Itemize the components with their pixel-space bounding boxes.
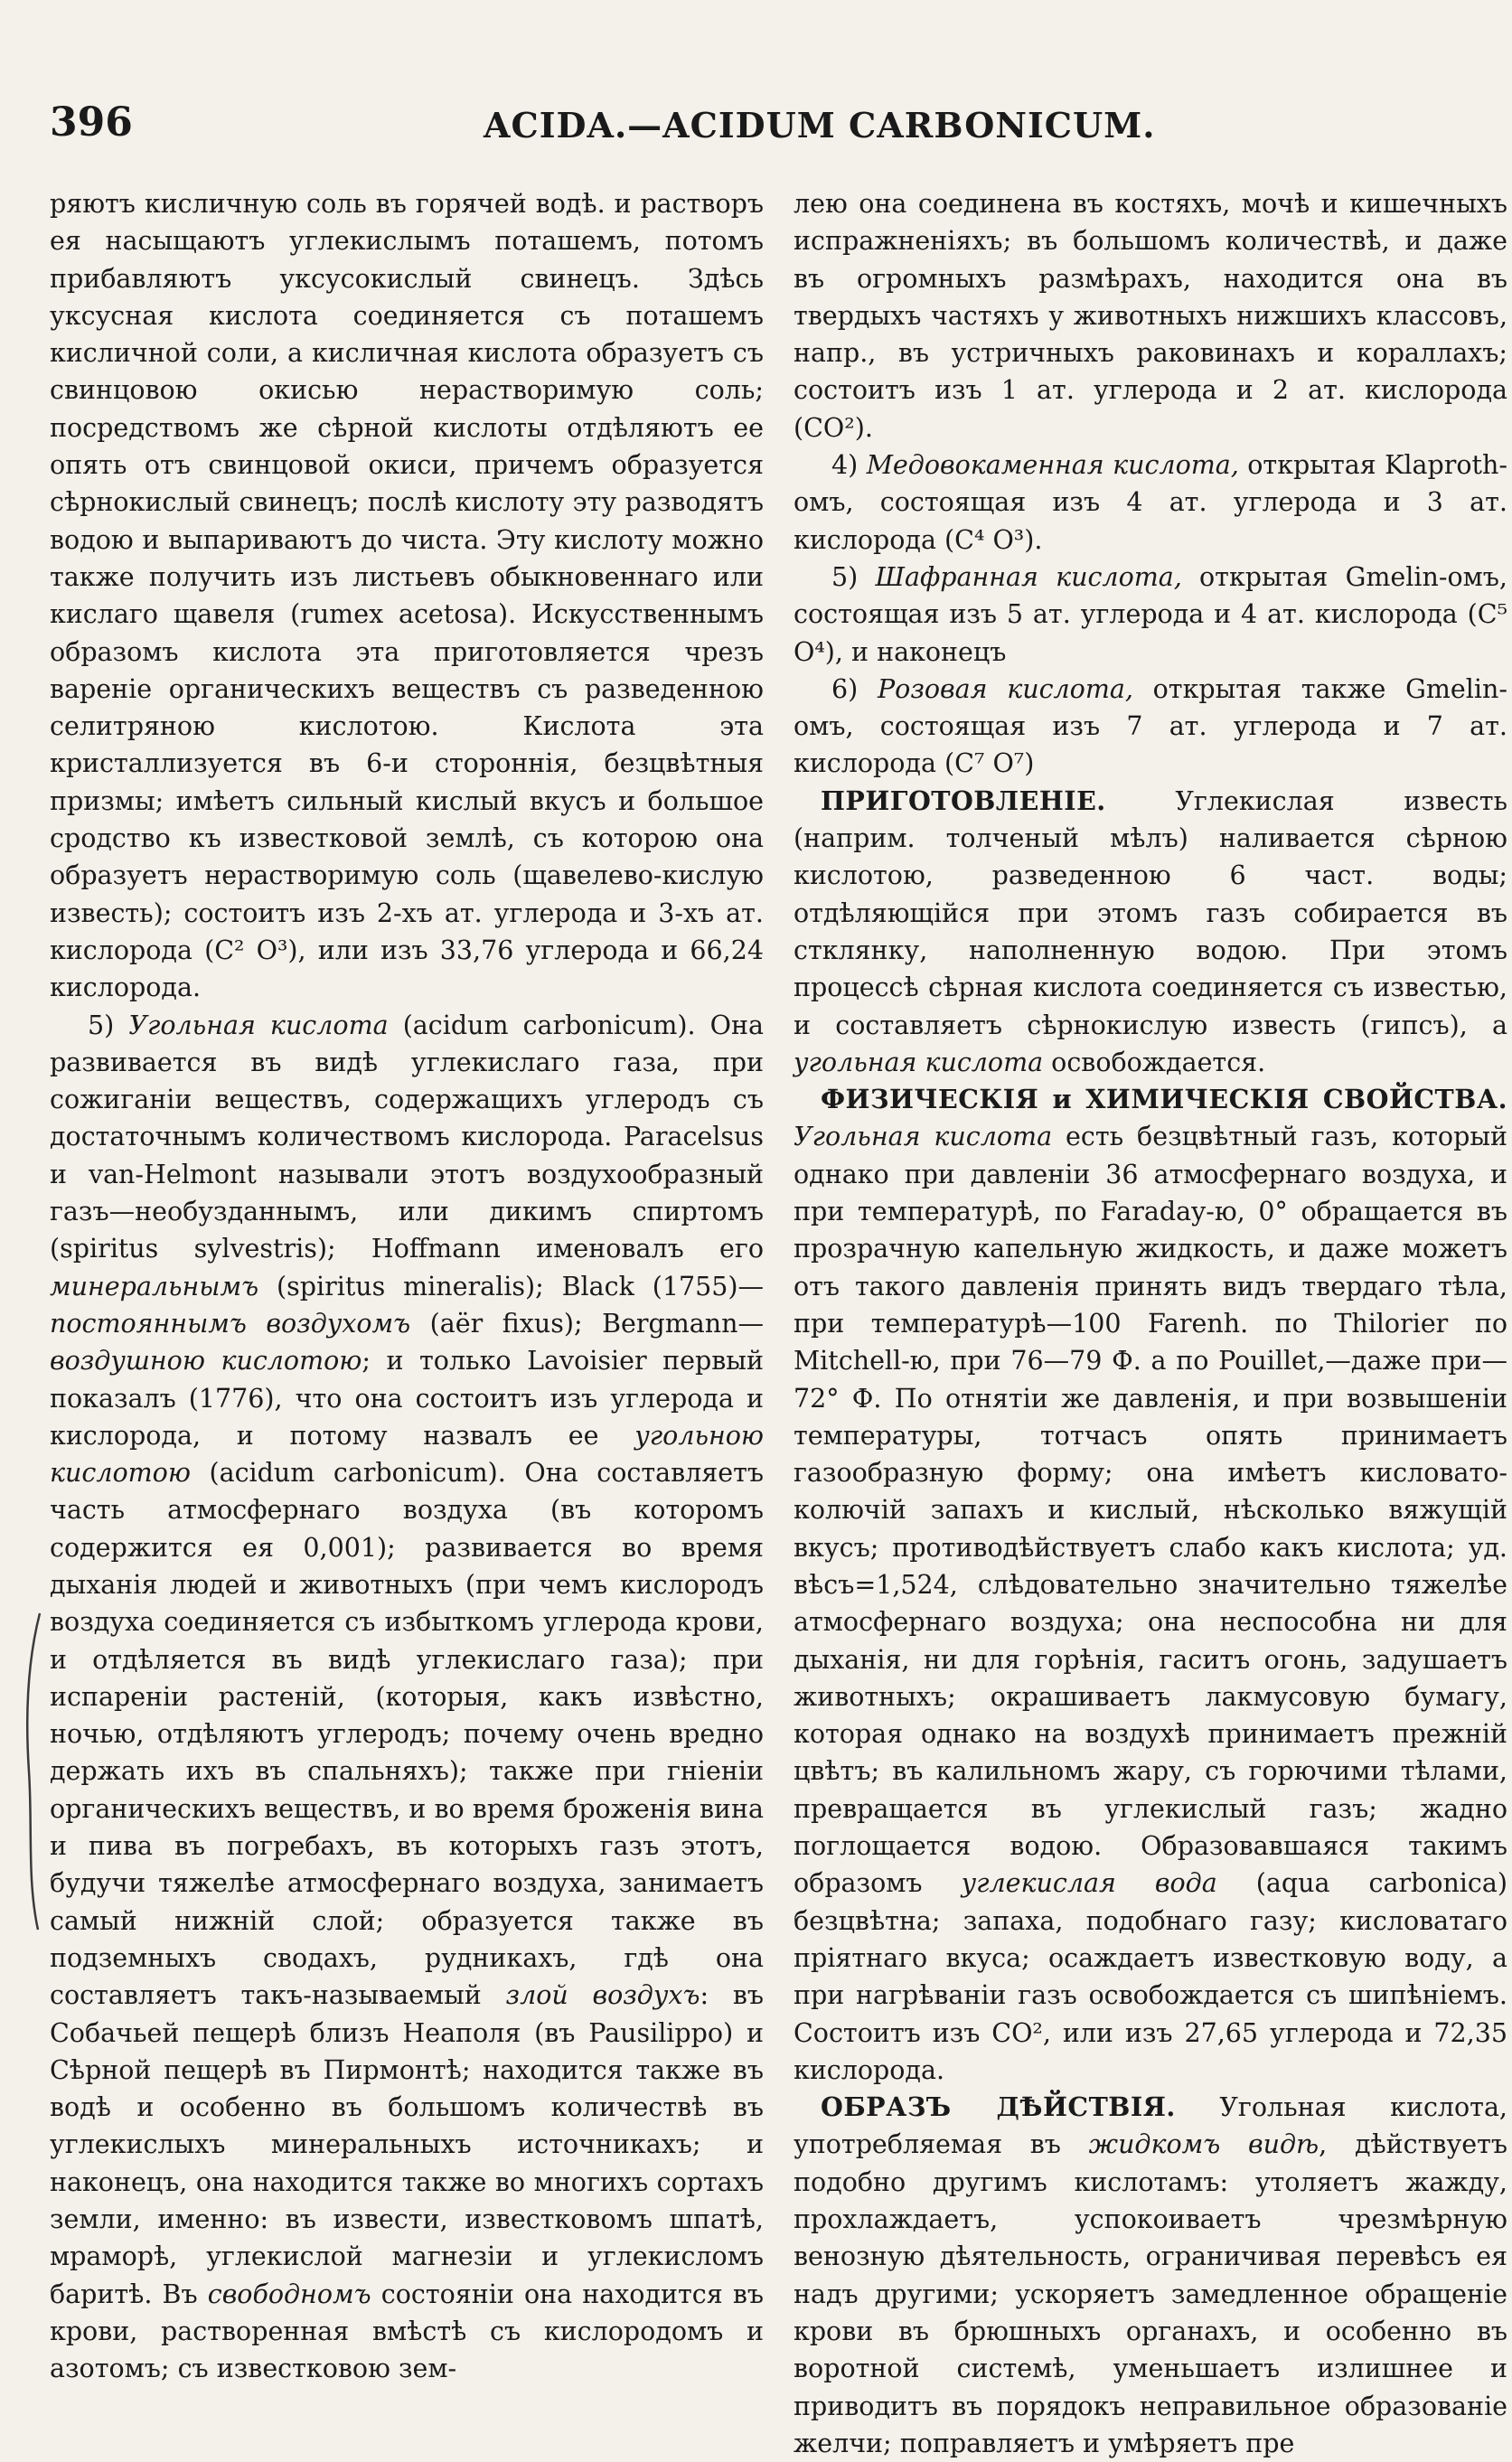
page-number: 396: [50, 99, 133, 146]
term-croconic-acid: Шафранная кислота,: [875, 561, 1182, 592]
term-carbonic-acid: угольная кислота: [794, 1047, 1044, 1077]
item-number: 5): [831, 561, 859, 592]
term-carbonic: угольною кислотою: [50, 1420, 764, 1489]
item-number: 4): [831, 450, 859, 481]
text-run: (aër fixus); Bergmann—: [410, 1308, 764, 1339]
term-liquid-form: жидкомъ видѣ: [1088, 2129, 1319, 2160]
margin-pencil-mark: [20, 1609, 47, 1934]
list-item-4: [794, 446, 1507, 559]
text-run: Углекислая известь (наприм. толченый мѣлъ) наливается сѣрною кислотою, разведенною 6 част. воды; отдѣляющійся при этомъ газъ собирается въ стклянку, наполненную водою. При этомъ процессѣ сѣрная кислота соединяется съ известью, и составляетъ сѣрнокислую известь (гипсъ), а: [794, 785, 1507, 1040]
item-number: 5): [88, 1010, 115, 1040]
term-air-acid: воздушною кислотою: [50, 1346, 362, 1377]
page-header: [50, 99, 1496, 163]
left-column: [50, 185, 764, 2388]
term-rhodizonic-acid: Розовая кислота,: [877, 673, 1133, 704]
text-run: (aqua carbonica) безцвѣтна; запаха, подобнаго газу; кисловатаго пріятнаго вкуса; осаждаетъ известковую воду, а при нагрѣваніи газъ освобождается съ шипѣніемъ. Состоитъ изъ CO², или изъ 27,65 углерода и 72,35 кислорода.: [794, 1868, 1507, 2085]
list-item-6: [794, 671, 1507, 783]
term-evil-air: злой воздухъ: [505, 1980, 700, 2011]
text-run: есть безцвѣтный газъ, который однако при давленіи 36 атмосфернаго воздуха, и при температурѣ, по Faraday-ю, 0° обращается въ прозрачную капельную жидкость, и даже можетъ отъ такого давленія принять видъ твердаго тѣла, при температурѣ—100 Farenh. по Thilorier по Mitchell-ю, при 76—79 Ф. а по Pouillet,—даже при—72° Ф. По отнятіи же давленія, и при возвышеніи температуры, тотчасъ опять принимаетъ газообразную форму; она имѣетъ кисловато-колючій запахъ и кислый, нѣсколько вяжущій вкусъ; противодѣйствуетъ слабо какъ кислота; уд. вѣсъ=1,524, слѣдовательно значительно тяжелѣе атмосфернаго воздуха; она неспособна ни для дыханія, ни для горѣнія, гаситъ огонь, задушаетъ животныхъ; окрашиваетъ лакмусовую бумагу, которая однако на воздухѣ принимаетъ прежній цвѣтъ; въ калильномъ жару, съ горючими тѣлами, превращается въ углекислый газъ; жадно поглощается водою. Образовавшаяся такимъ образомъ: [794, 1122, 1507, 1899]
text-run: состояніи она находится въ крови, растворенная вмѣстѣ съ кислородомъ и азотомъ; съ известковою зем-: [50, 2279, 764, 2384]
list-item-5: [794, 559, 1507, 671]
paragraph-carbonic-acid: [50, 1007, 764, 2388]
term-free: свободномъ: [207, 2279, 371, 2309]
text-run: ; и только Lavoisier первый показалъ (1776), что она состоитъ изъ углерода и кислорода, и потому назвалъ ее: [50, 1346, 764, 1451]
text-run: открытая Gmelin-омъ, состоящая изъ 5 ат. углерода и 4 ат. кислорода (C⁵ O⁴), и наконецъ: [794, 561, 1507, 667]
section-heading-properties: ФИЗИЧЕСКІЯ и ХИМИЧЕСКІЯ СВОЙСТВА.: [821, 1084, 1507, 1115]
item-number: 6): [831, 673, 859, 704]
text-run: , дѣйствуетъ подобно другимъ кислотамъ: утоляетъ жажду, прохлаждаетъ, успокоиваетъ чрезмѣрную венозную дѣятельность, ограничивая перевѣсъ ея надъ другими; ускоряетъ замедленное обращеніе крови въ брюшныхъ органахъ, и особенно въ воротной системѣ, уменьшаетъ излишнее и приводитъ въ порядокъ неправильное образованіе желчи; поправляетъ и умѣряетъ пре: [794, 2129, 1507, 2458]
term-carbonic-acid: Угольная кислота: [794, 1122, 1053, 1152]
term-fixed-air: постояннымъ воздухомъ: [50, 1308, 411, 1339]
text-run: (acidum carbonicum). Она составляетъ часть атмосфернаго воздуха (въ которомъ содержится ея 0,001); развивается во время дыханія людей и животныхъ (при чемъ кислородъ воздуха соединяется съ избыткомъ углерода крови, и отдѣляется въ видѣ углекислаго газа); при испареніи растеній, (которыя, какъ извѣстно, ночью, отдѣляютъ углеродъ; почему очень вредно держать ихъ въ спальняхъ); также при гніеніи органическихъ веществъ, и во время броженія вина и пива въ погребахъ, въ которыхъ газъ этотъ, будучи тяжелѣе атмосфернаго воздуха, занимаетъ самый нижній слой; образуется также въ подземныхъ сводахъ, рудникахъ, гдѣ она составляетъ такъ-называемый: [50, 1458, 764, 2011]
text-run: открытая также Gmelin-омъ, состоящая изъ 7 ат. углерода и 7 ат. кислорода (C⁷ O⁷): [794, 673, 1508, 779]
section-heading-preparation: ПРИГОТОВЛЕНІЕ.: [821, 785, 1106, 816]
section-properties: [794, 1081, 1507, 2089]
term-mineral: минеральнымъ: [50, 1271, 259, 1301]
term-carbonated-water: углекислая вода: [961, 1868, 1217, 1899]
section-heading-action: ОБРАЗЪ ДѢЙСТВІЯ.: [821, 2091, 1176, 2123]
text-run: : въ Собачьей пещерѣ близъ Неаполя (въ Pausilippo) и Сѣрной пещерѣ въ Пирмонтѣ; находится также въ водѣ и особенно въ большомъ количествѣ въ углекислыхъ минеральныхъ источникахъ; и наконецъ, она находится также во многихъ сортахъ земли, именно: въ извести, известковомъ шпатѣ, мраморѣ, углекислой магнезіи и углекисломъ баритѣ. Въ: [50, 1980, 765, 2309]
text-run: (acidum carbonicum). Она развивается въ видѣ углекислаго газа, при сожиганіи веществъ, содержащихъ углеродъ съ достаточнымъ количествомъ кислорода. Paracelsus и van-Helmont называли этотъ воздухообразный газъ—необузданнымъ, или дикимъ спиртомъ (spiritus sylvestris); Hoffmann именовалъ его: [50, 1010, 765, 1264]
right-column: [794, 185, 1507, 2462]
paragraph-oxalic-preparation: ряютъ кисличную соль въ горячей водѣ. и растворъ ея насыщаютъ углекислымъ поташемъ, потомъ прибавляютъ уксусокислый свинецъ. Здѣсь уксусная кислота соединяется съ поташемъ кисличной соли, а кисличная кислота образуетъ съ свинцовою окисью нерастворимую соль; посредствомъ же сѣрной кислоты отдѣляютъ ее опять отъ свинцовой окиси, причемъ образуется сѣрнокислый свинецъ; послѣ кислоту эту разводятъ водою и выпариваютъ до чиста. Эту кислоту можно также получить изъ листьевъ обыкновеннаго или кислаго щавеля (rumex acetosa). Искусственнымъ образомъ кислота эта приготовляется чрезъ вареніе органическихъ веществъ съ разведенною селитряною кислотою. Кислота эта кристаллизуется въ 6-и стороннія, безцвѣтныя призмы; имѣетъ сильный кислый вкусъ и большое сродство къ известковой землѣ, съ которою она образуетъ нерастворимую соль (щавелево-кислую известь); состоитъ изъ 2-хъ ат. углерода и 3-хъ ат. кислорода (C² O³), или изъ 33,76 углерода и 66,24 кислорода.: [50, 189, 764, 1003]
paragraph-continuation: лею она соединена въ костяхъ, мочѣ и кишечныхъ испражненіяхъ; въ большомъ количествѣ, и даже въ огромныхъ размѣрахъ, находится она въ твердыхъ частяхъ у животныхъ нижшихъ классовъ, напр., въ устричныхъ раковинахъ и кораллахъ; состоитъ изъ 1 ат. углерода и 2 ат. кислорода (CO²).: [794, 189, 1507, 443]
term-mellitic-acid: Медовокаменная кислота,: [866, 450, 1239, 481]
running-head: ACIDA.—ACIDUM CARBONICUM.: [484, 105, 1156, 146]
text-run: (spiritus mineralis); Black (1755)—: [258, 1271, 764, 1301]
section-preparation: [794, 783, 1507, 1081]
text-run: открытая Klaproth-омъ, состоящая изъ 4 ат. углерода и 3 ат. кислорода (C⁴ O³).: [794, 450, 1507, 555]
term-carbonic-acid: Угольная кислота: [128, 1010, 389, 1040]
text-run: освобождается.: [1043, 1047, 1266, 1077]
section-action: [794, 2089, 1507, 2462]
text-run: Угольная кислота, употребляемая въ: [794, 2092, 1507, 2160]
